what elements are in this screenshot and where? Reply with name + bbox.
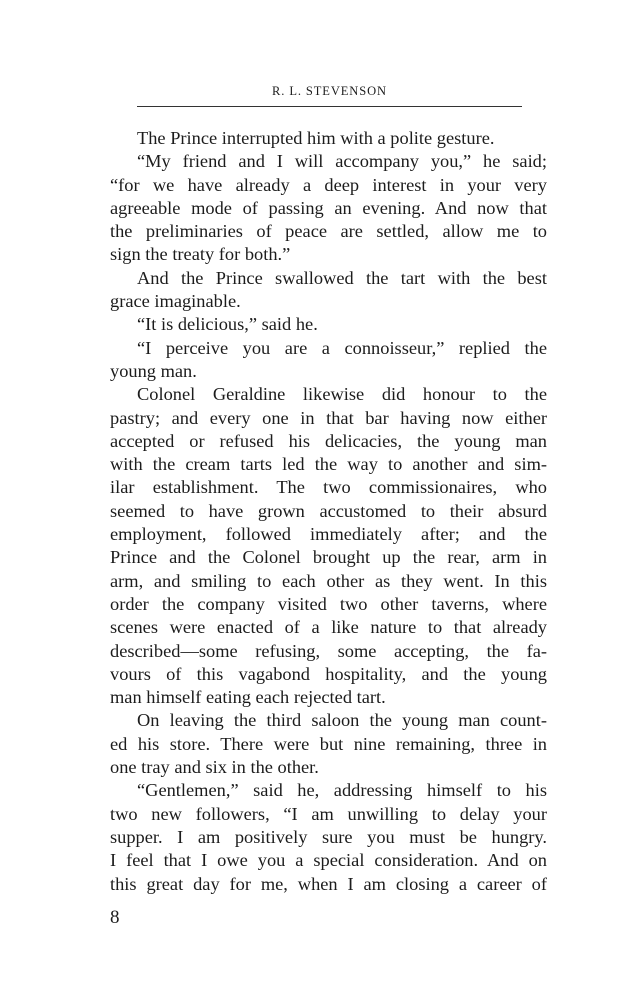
text-line: Colonel Geraldine likewise did honour to the xyxy=(137,384,547,405)
text-line: ilar establishment. The two commissionaires, who xyxy=(110,477,547,498)
text-line: the preliminaries of peace are settled, allow me to xyxy=(110,221,547,242)
text-line: “I perceive you are a connoisseur,” replied the xyxy=(137,337,547,358)
body-text xyxy=(110,127,547,896)
text-line: vours of this vagabond hospitality, and the young xyxy=(110,663,547,684)
text-line: with the cream tarts led the way to another and sim- xyxy=(110,454,547,475)
text-line: two new followers, “I am unwilling to delay your xyxy=(110,803,547,824)
text-line: I feel that I owe you a special consideration. And on xyxy=(110,850,547,871)
text-line: And the Prince swallowed the tart with the best xyxy=(137,267,547,288)
text-line: “It is delicious,” said he. xyxy=(137,314,318,335)
text-line: this great day for me, when I am closing a career of xyxy=(110,873,547,894)
text-line: On leaving the third saloon the young man count- xyxy=(137,710,547,731)
text-line: Prince and the Colonel brought up the rear, arm in xyxy=(110,547,547,568)
text-line: supper. I am positively sure you must be hungry. xyxy=(110,826,547,847)
text-line: agreeable mode of passing an evening. And now that xyxy=(110,197,547,218)
running-head: R. L. STEVENSON xyxy=(272,84,387,98)
text-line: order the company visited two other taverns, where xyxy=(110,593,547,614)
text-line: “for we have already a deep interest in your very xyxy=(110,174,547,195)
text-line: grace imaginable. xyxy=(110,291,241,312)
text-line: The Prince interrupted him with a polite gesture. xyxy=(137,128,495,148)
text-line: ed his store. There were but nine remaining, three in xyxy=(110,733,547,754)
text-line: seemed to have grown accustomed to their absurd xyxy=(110,500,547,521)
text-line: one tray and six in the other. xyxy=(110,757,319,778)
text-line: scenes were enacted of a like nature to that already xyxy=(110,617,547,638)
page-number: 8 xyxy=(110,907,120,928)
text-line: “Gentlemen,” said he, addressing himself to his xyxy=(137,780,547,801)
text-line: “My friend and I will accompany you,” he said; xyxy=(137,151,547,172)
text-line: described—some refusing, some accepting, the fa- xyxy=(110,640,547,661)
text-line: arm, and smiling to each other as they went. In this xyxy=(110,570,547,591)
header-rule xyxy=(137,106,522,107)
text-line: accepted or refused his delicacies, the young man xyxy=(110,430,547,451)
text-line: sign the treaty for both.” xyxy=(110,244,291,265)
text-line: pastry; and every one in that bar having now either xyxy=(110,407,547,428)
text-line: man himself eating each rejected tart. xyxy=(110,687,386,708)
text-line: young man. xyxy=(110,360,197,381)
text-line: employment, followed immediately after; and the xyxy=(110,524,547,545)
